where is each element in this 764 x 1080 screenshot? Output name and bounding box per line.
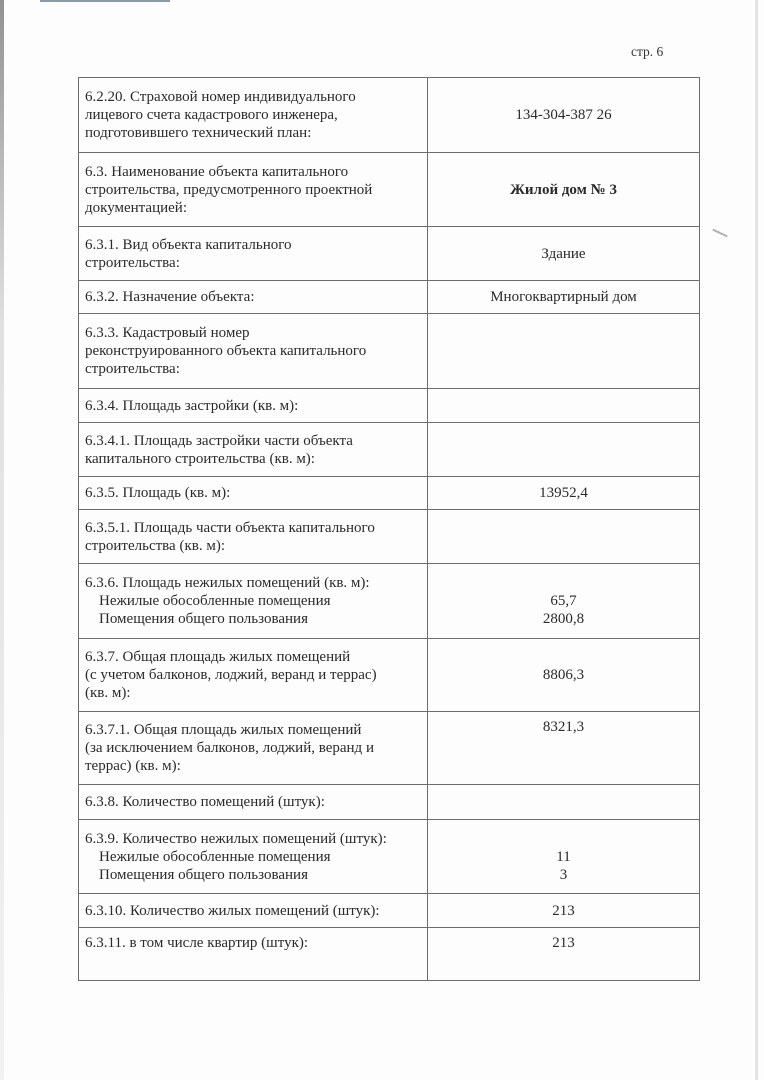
- row-value: [428, 281, 700, 314]
- scan-edge-right: [755, 0, 758, 1080]
- sub-item-label: Помещения общего пользования: [99, 611, 308, 627]
- row-label-line: 6.3.5. Площадь (кв. м):: [85, 485, 231, 501]
- table-row: [79, 78, 700, 153]
- table-row: [79, 314, 700, 389]
- row-label-line: террас) (кв. м):: [85, 758, 181, 774]
- row-label-line: 6.3. Наименование объекта капитального: [85, 163, 349, 180]
- table-row: [79, 389, 700, 423]
- scan-edge-top: [40, 0, 170, 2]
- scan-speck: [712, 229, 727, 238]
- table-row: [79, 785, 700, 820]
- row-label-line: 6.3.4.1. Площадь застройки части объекта: [85, 432, 353, 449]
- table-row: [79, 820, 700, 894]
- row-value: [428, 510, 700, 564]
- value-text: 13952,4: [539, 485, 588, 501]
- row-value: [428, 785, 700, 820]
- sub-item-value: 2800,8: [542, 611, 585, 627]
- row-value: [428, 477, 700, 510]
- row-label-line: 6.3.11. в том числе квартир (штук):: [85, 935, 309, 951]
- sub-item-label: Нежилые обособленные помещения: [99, 848, 331, 865]
- table-row: [79, 928, 700, 981]
- row-label: [79, 820, 428, 894]
- row-label: [79, 712, 428, 785]
- row-label: [79, 281, 428, 314]
- row-label-line: подготовившего технический план:: [85, 125, 312, 141]
- row-label: [79, 423, 428, 477]
- row-label-line: строительства:: [85, 254, 180, 271]
- table-row: [79, 639, 700, 712]
- scan-edge-left: [0, 0, 4, 1080]
- row-label: [79, 928, 428, 981]
- row-label-line: (кв. м):: [85, 685, 131, 701]
- row-label: [79, 314, 428, 389]
- value-text: 8321,3: [542, 719, 585, 735]
- sub-item-label: Нежилые обособленные помещения: [99, 593, 331, 609]
- table-row: [79, 423, 700, 477]
- row-label-line: 6.3.7. Общая площадь жилых помещений: [85, 649, 351, 665]
- value-text: 134-304-387 26: [515, 107, 612, 123]
- table-row: [79, 477, 700, 510]
- row-label: [79, 78, 428, 153]
- row-value: [428, 389, 700, 423]
- value-text: 213: [552, 935, 575, 951]
- table-row: [79, 153, 700, 227]
- row-label-line: строительства (кв. м):: [85, 537, 225, 554]
- row-label-line: строительства, предусмотренного проектной: [85, 181, 373, 198]
- sub-item-value: 3: [559, 866, 568, 883]
- row-value: [428, 423, 700, 477]
- row-label-line: 6.3.5.1. Площадь части объекта капитального: [85, 519, 375, 536]
- row-label-line: (за исключением балконов, лоджий, веранд и: [85, 740, 374, 756]
- sub-item-value: 65,7: [550, 593, 577, 609]
- row-label-line: капитального строительства (кв. м):: [85, 450, 315, 467]
- row-value: [428, 820, 700, 894]
- row-label: [79, 785, 428, 820]
- technical-plan-table: [78, 77, 700, 981]
- row-value: [428, 227, 700, 281]
- table-row: [79, 712, 700, 785]
- row-label-line: реконструированного объекта капитального: [85, 343, 367, 359]
- row-label-line: 6.3.1. Вид объекта капитального: [85, 236, 292, 253]
- row-label: [79, 389, 428, 423]
- value-text: 213: [552, 902, 575, 919]
- value-text: Многоквартирный дом: [490, 289, 637, 305]
- row-label: [79, 153, 428, 227]
- table-row: [79, 564, 700, 639]
- row-value: [428, 314, 700, 389]
- row-value: [428, 564, 700, 639]
- table-row: [79, 894, 700, 928]
- value-text: 8806,3: [542, 667, 585, 683]
- row-label: [79, 227, 428, 281]
- value-text: Здание: [541, 245, 586, 262]
- page-number: стр. 6: [631, 44, 664, 59]
- row-label-line: 6.3.4. Площадь застройки (кв. м):: [85, 397, 299, 414]
- row-label-line: лицевого счета кадастрового инженера,: [85, 107, 338, 123]
- row-label: [79, 477, 428, 510]
- row-label-line: 6.3.7.1. Общая площадь жилых помещений: [85, 722, 362, 738]
- row-label-line: строительства:: [85, 361, 180, 377]
- table-row: [79, 510, 700, 564]
- row-value: [428, 78, 700, 153]
- table-row: [79, 227, 700, 281]
- row-value: [428, 153, 700, 227]
- row-label-line: документацией:: [85, 199, 187, 216]
- row-label-line: 6.3.2. Назначение объекта:: [85, 289, 255, 305]
- row-label-line: 6.3.3. Кадастровый номер: [85, 325, 250, 341]
- row-value: [428, 894, 700, 928]
- row-label: [79, 510, 428, 564]
- row-label-line: 6.3.9. Количество нежилых помещений (штук):: [85, 830, 387, 847]
- row-label: [79, 639, 428, 712]
- row-value: [428, 712, 700, 785]
- table-row: [79, 281, 700, 314]
- row-label-line: (с учетом балконов, лоджий, веранд и террас): [85, 667, 377, 683]
- row-label-line: 6.3.10. Количество жилых помещений (штук):: [85, 902, 380, 919]
- row-label-line: 6.2.20. Страховой номер индивидуального: [85, 89, 356, 105]
- row-label-line: 6.3.8. Количество помещений (штук):: [85, 794, 325, 810]
- value-text: Жилой дом № 3: [510, 181, 617, 198]
- sub-item-label: Помещения общего пользования: [99, 866, 308, 883]
- row-value: [428, 639, 700, 712]
- row-label: [79, 564, 428, 639]
- row-label-line: 6.3.6. Площадь нежилых помещений (кв. м):: [85, 575, 370, 591]
- row-label: [79, 894, 428, 928]
- row-value: [428, 928, 700, 981]
- sub-item-value: 11: [556, 848, 571, 865]
